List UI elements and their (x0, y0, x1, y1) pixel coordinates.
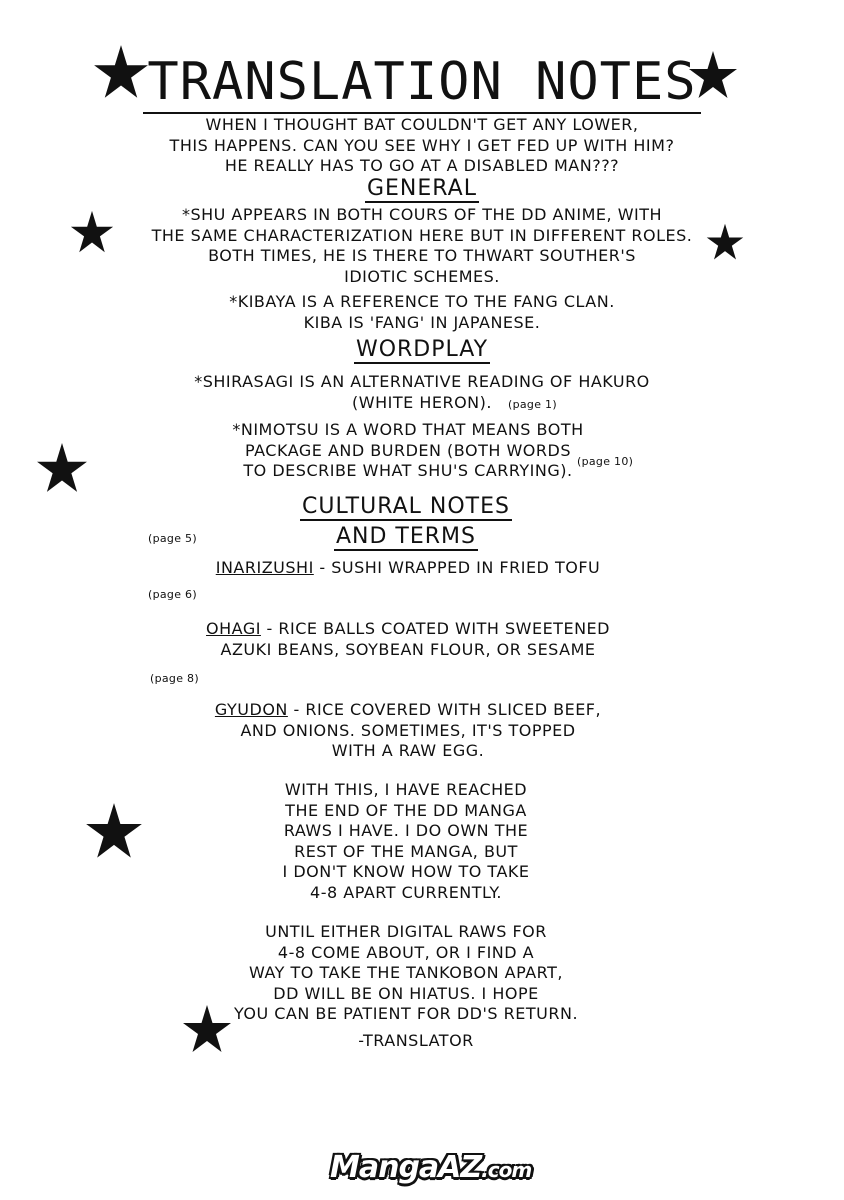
page-reference: (page 1) (508, 398, 557, 411)
term-name: GYUDON (214, 700, 288, 719)
hiatus-message: UNTIL EITHER DIGITAL RAWS FOR 4-8 COME ABOUT, OR I FIND A WAY TO TAKE THE TANKOBON APART, DD WILL BE ON HIATUS. I HOPE YOU CAN BE PATIENT FOR DD'S RETURN. (233, 922, 579, 1023)
term-gyudon: GYUDON - RICE COVERED WITH SLICED BEEF, AND ONIONS. SOMETIMES, IT'S TOPPED WITH A RAW EGG. (214, 700, 602, 760)
term-inarizushi: INARIZUSHI - SUSHI WRAPPED IN FRIED TOFU (215, 558, 601, 577)
general-note-kibaya: *KIBAYA IS A REFERENCE TO THE FANG CLAN. KIBA IS 'FANG' IN JAPANESE. (229, 292, 615, 332)
wordplay-note-nimotsu: *NIMOTSU IS A WORD THAT MEANS BOTH PACKAGE AND BURDEN (BOTH WORDS TO DESCRIBE WHAT SHU'S CARRYING). (232, 420, 584, 480)
cultural-heading: CULTURAL NOTES (301, 494, 510, 519)
logo-suffix: .com (481, 1158, 532, 1182)
wordplay-note-shirasagi: *SHIRASAGI IS AN ALTERNATIVE READING OF HAKURO (WHITE HERON). (194, 372, 650, 412)
term-name: OHAGI (206, 619, 261, 638)
page-reference: (page 6) (148, 588, 197, 601)
signature: -TRANSLATOR (358, 1031, 474, 1050)
logo-text: MangaAZ (330, 1150, 482, 1185)
page-title: TRANSLATION NOTES (0, 52, 844, 112)
intro-text: WHEN I THOUGHT BAT COULDN'T GET ANY LOWER, THIS HAPPENS. CAN YOU SEE WHY I GET FED UP WITH HIM? HE REALLY HAS TO GO AT A DISABLED MAN??? (169, 115, 675, 175)
general-heading: GENERAL (366, 176, 477, 201)
cultural-heading-2: AND TERMS (335, 524, 476, 549)
site-logo (330, 1150, 532, 1188)
closing-message: WITH THIS, I HAVE REACHED THE END OF THE DD MANGA RAWS I HAVE. I DO OWN THE REST OF THE MANGA, BUT I DON'T KNOW HOW TO TAKE 4-8 APART CURRENTLY. (282, 780, 530, 902)
term-ohagi: OHAGI - RICE BALLS COATED WITH SWEETENED AZUKI BEANS, SOYBEAN FLOUR, OR SESAME (206, 619, 610, 659)
wordplay-heading: WORDPLAY (355, 337, 489, 362)
page-reference: (page 5) (148, 532, 197, 545)
term-name: INARIZUSHI (215, 558, 314, 577)
page-reference: (page 8) (150, 672, 199, 685)
general-note-shu: *SHU APPEARS IN BOTH COURS OF THE DD ANIME, WITH THE SAME CHARACTERIZATION HERE BUT IN DIFFERENT ROLES. BOTH TIMES, HE IS THERE TO THWART SOUTHER'S IDIOTIC SCHEMES. (151, 205, 693, 286)
page-reference: (page 10) (577, 455, 634, 468)
